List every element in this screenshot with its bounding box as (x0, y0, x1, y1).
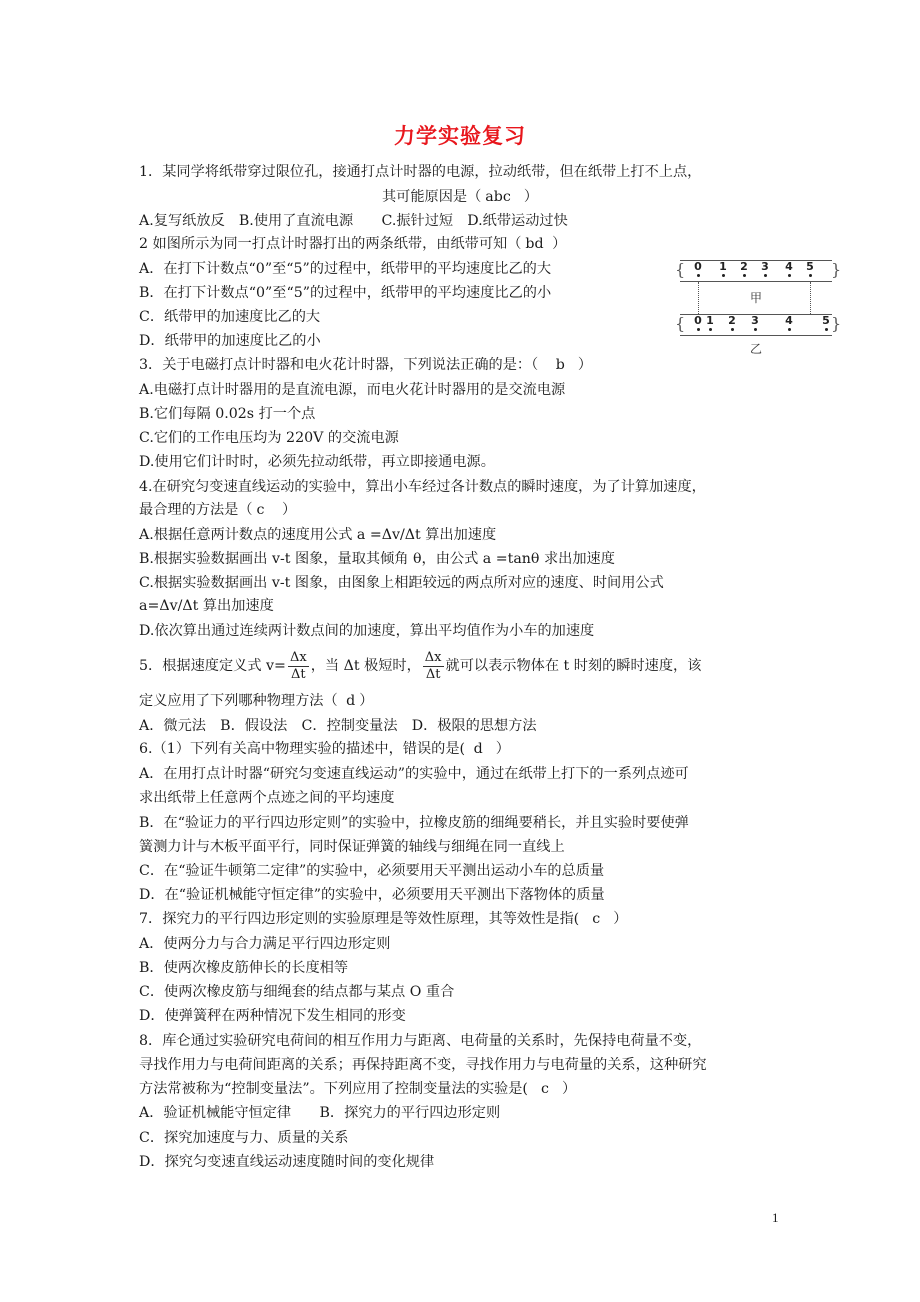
q4-stem-line2 (139, 500, 296, 520)
q6-option-a-cont: 求出纸带上任意两个点迹之间的平均速度 (139, 790, 395, 806)
q5-stem-c: 就可以表示物体在 t 时刻的瞬时速度，该 (445, 658, 702, 674)
tape-wave-right-icon: } (831, 314, 842, 333)
q8-stem-pre: 方法常被称为“控制变量法”。下列应用了控制变量法的实验是( (139, 1081, 528, 1097)
q2-option-b: B．在打下计数点“0”至“5”的过程中，纸带甲的平均速度比乙的小 (139, 285, 552, 301)
tape-wave-left-icon: { (675, 260, 686, 279)
q1-answer: abc (485, 189, 511, 205)
q5-answer: d (346, 693, 356, 709)
q2-stem-post: ） (552, 236, 567, 252)
q3-stem (139, 355, 592, 375)
q8-option-d: D．探究匀变速直线运动速度随时间的变化规律 (139, 1154, 435, 1170)
tape-yi-mark: 0 (693, 315, 703, 331)
q3-stem-pre: 3．关于电磁打点计时器和电火花计时器，下列说法正确的是：（ (139, 357, 539, 373)
q5-stem-line2 (139, 691, 373, 711)
q7-stem-post: ） (613, 911, 628, 927)
q8-stem-post: ） (561, 1081, 577, 1097)
q6-stem-post: ） (495, 741, 510, 757)
q7-stem-pre: 7．探究力的平行四边形定则的实验原理是等效性原理，其等效性是指( (139, 911, 580, 927)
q1-stem-post: ） (523, 189, 539, 205)
q7-option-b: B．使两次橡皮筋伸长的长度相等 (139, 960, 349, 976)
q2-stem-pre: 2 如图所示为同一打点计时器打出的两条纸带，由纸带可知（ (139, 236, 522, 252)
tape-yi-mark: 1 (705, 315, 715, 331)
q1-stem-line1: 1．某同学将纸带穿过限位孔，接通打点计时器的电源，拉动纸带，但在纸带上打不上点， (139, 164, 702, 180)
q6-stem (139, 739, 510, 759)
q4-stem-pre: 最合理的方法是（ (139, 502, 253, 518)
q4-option-a: A.根据任意两计数点的速度用公式 a =Δv/Δt 算出加速度 (139, 527, 497, 543)
tape-yi (675, 314, 842, 336)
q5-stem-pre: 定义应用了下列哪种物理方法（ (139, 693, 338, 709)
q4-stem-line1: 4.在研究匀变速直线运动的实验中，算出小车经过各计数点的瞬时速度，为了计算加速度， (139, 479, 706, 495)
tape-jia-mark: 1 (718, 261, 728, 277)
q3-answer: b (555, 357, 565, 373)
q2-option-a: A．在打下计数点“0”至“5”的过程中，纸带甲的平均速度比乙的大 (139, 261, 552, 277)
q2-option-c: C．纸带甲的加速度比乙的大 (139, 309, 321, 325)
q7-option-c: C．使两次橡皮筋与细绳套的结点都与某点 O 重合 (139, 984, 455, 1000)
q6-option-c: C．在“验证牛顿第二定律”的实验中，必须要用天平测出运动小车的总质量 (139, 863, 605, 879)
tape-jia-label: 甲 (750, 291, 763, 305)
q4-answer: c (256, 502, 265, 518)
tape-jia-mark: 0 (693, 261, 703, 277)
paper-tape-figure (675, 260, 842, 356)
tape-yi-label: 乙 (750, 342, 763, 356)
q3-stem-post: ） (577, 357, 593, 373)
q8-options-ab: A．验证机械能守恒定律 B．探究力的平行四边形定则 (139, 1105, 501, 1121)
q5-stem-post: ） (359, 693, 374, 709)
q1-stem-line2 (0, 187, 920, 207)
q8-stem-line3 (139, 1079, 576, 1099)
q2-option-d: D．纸带甲的加速度比乙的小 (139, 333, 321, 349)
q5-fraction-1: $\frac{\Delta x}{\Delta t}$ (289, 649, 307, 682)
q1-options: A.复写纸放反 B.使用了直流电源 C.振针过短 D.纸带运动过快 (139, 213, 568, 229)
q5-stem-a: 5．根据速度定义式 v= (139, 658, 286, 674)
tape-yi-mark: 2 (727, 315, 737, 331)
q3-option-b: B.它们每隔 0.02s 打一个点 (139, 406, 316, 422)
tape-jia (675, 260, 842, 282)
q8-answer: c (540, 1081, 549, 1097)
q5-stem-b: ，当 Δt 极短时， (310, 658, 421, 674)
q6-option-a: A．在用打点计时器“研究匀变速直线运动”的实验中，通过在纸带上打下的一系列点迹可 (139, 766, 689, 782)
q6-stem-pre: 6.（1）下列有关高中物理实验的描述中，错误的是( (139, 741, 466, 757)
q7-answer: c (592, 911, 601, 927)
q3-option-a: A.电磁打点计时器用的是直流电源，而电火花计时器用的是交流电源 (139, 382, 566, 398)
q6-answer: d (473, 741, 483, 757)
page-title: 力学实验复习 (394, 124, 526, 148)
tape-yi-mark: 4 (784, 315, 794, 331)
q5-fraction-2: $\frac{\Delta x}{\Delta t}$ (424, 649, 442, 682)
dotted-guide-left (698, 282, 699, 314)
tape-jia-mark: 5 (805, 261, 815, 277)
q1-stem-pre: 其可能原因是（ (381, 189, 482, 205)
q3-option-d: D.使用它们计时时，必须先拉动纸带，再立即接通电源。 (139, 454, 495, 470)
q6-option-d: D．在“验证机械能守恒定律”的实验中，必须要用天平测出下落物体的质量 (139, 887, 605, 903)
q8-stem-line1: 8．库仑通过实验研究电荷间的相互作用力与距离、电荷量的关系时，先保持电荷量不变， (139, 1033, 702, 1049)
q4-option-c-cont: a=Δv/Δt 算出加速度 (139, 598, 274, 614)
q8-option-c: C．探究加速度与力、质量的关系 (139, 1130, 349, 1146)
dotted-guide-right (810, 282, 811, 314)
page-number: 1 (772, 1210, 779, 1225)
tape-jia-mark: 2 (739, 261, 749, 277)
q4-option-b: B.根据实验数据画出 v-t 图象，量取其倾角 θ，由公式 a =tanθ 求出加速度 (139, 551, 615, 567)
tape-wave-left-icon: { (675, 314, 686, 333)
q4-stem-post: ） (282, 502, 297, 518)
tape-wave-right-icon: } (831, 260, 842, 279)
tape-yi-mark: 3 (750, 315, 760, 331)
tape-jia-mark: 3 (760, 261, 770, 277)
q6-option-b-cont: 簧测力计与木板平面平行，同时保证弹簧的轴线与细绳在同一直线上 (139, 839, 565, 855)
q4-option-d: D.依次算出通过连续两计数点间的加速度，算出平均值作为小车的加速度 (139, 623, 595, 639)
q4-option-c: C.根据实验数据画出 v-t 图象，由图象上相距较远的两点所对应的速度、时间用公式 (139, 575, 664, 591)
q3-option-c: C.它们的工作电压均为 220V 的交流电源 (139, 430, 399, 446)
tape-yi-mark: 5 (821, 315, 831, 331)
q7-stem (139, 909, 627, 929)
q8-stem-line2: 寻找作用力与电荷间距离的关系；再保持距离不变，寻找作用力与电荷量的关系，这种研究 (139, 1057, 707, 1073)
tape-jia-mark: 4 (784, 261, 794, 277)
q7-option-d: D．使弹簧秤在两种情况下发生相同的形变 (139, 1008, 406, 1024)
q5-options: A．微元法 B．假设法 C．控制变量法 D．极限的思想方法 (139, 718, 537, 734)
q2-answer: bd (525, 236, 544, 252)
q6-option-b: B．在“验证力的平行四边形定则”的实验中，拉橡皮筋的细绳要稍长，并且实验时要使弹 (139, 815, 689, 831)
q7-option-a: A．使两分力与合力满足平行四边形定则 (139, 936, 391, 952)
q5-stem-line1 (139, 648, 701, 684)
q2-stem (139, 234, 566, 254)
